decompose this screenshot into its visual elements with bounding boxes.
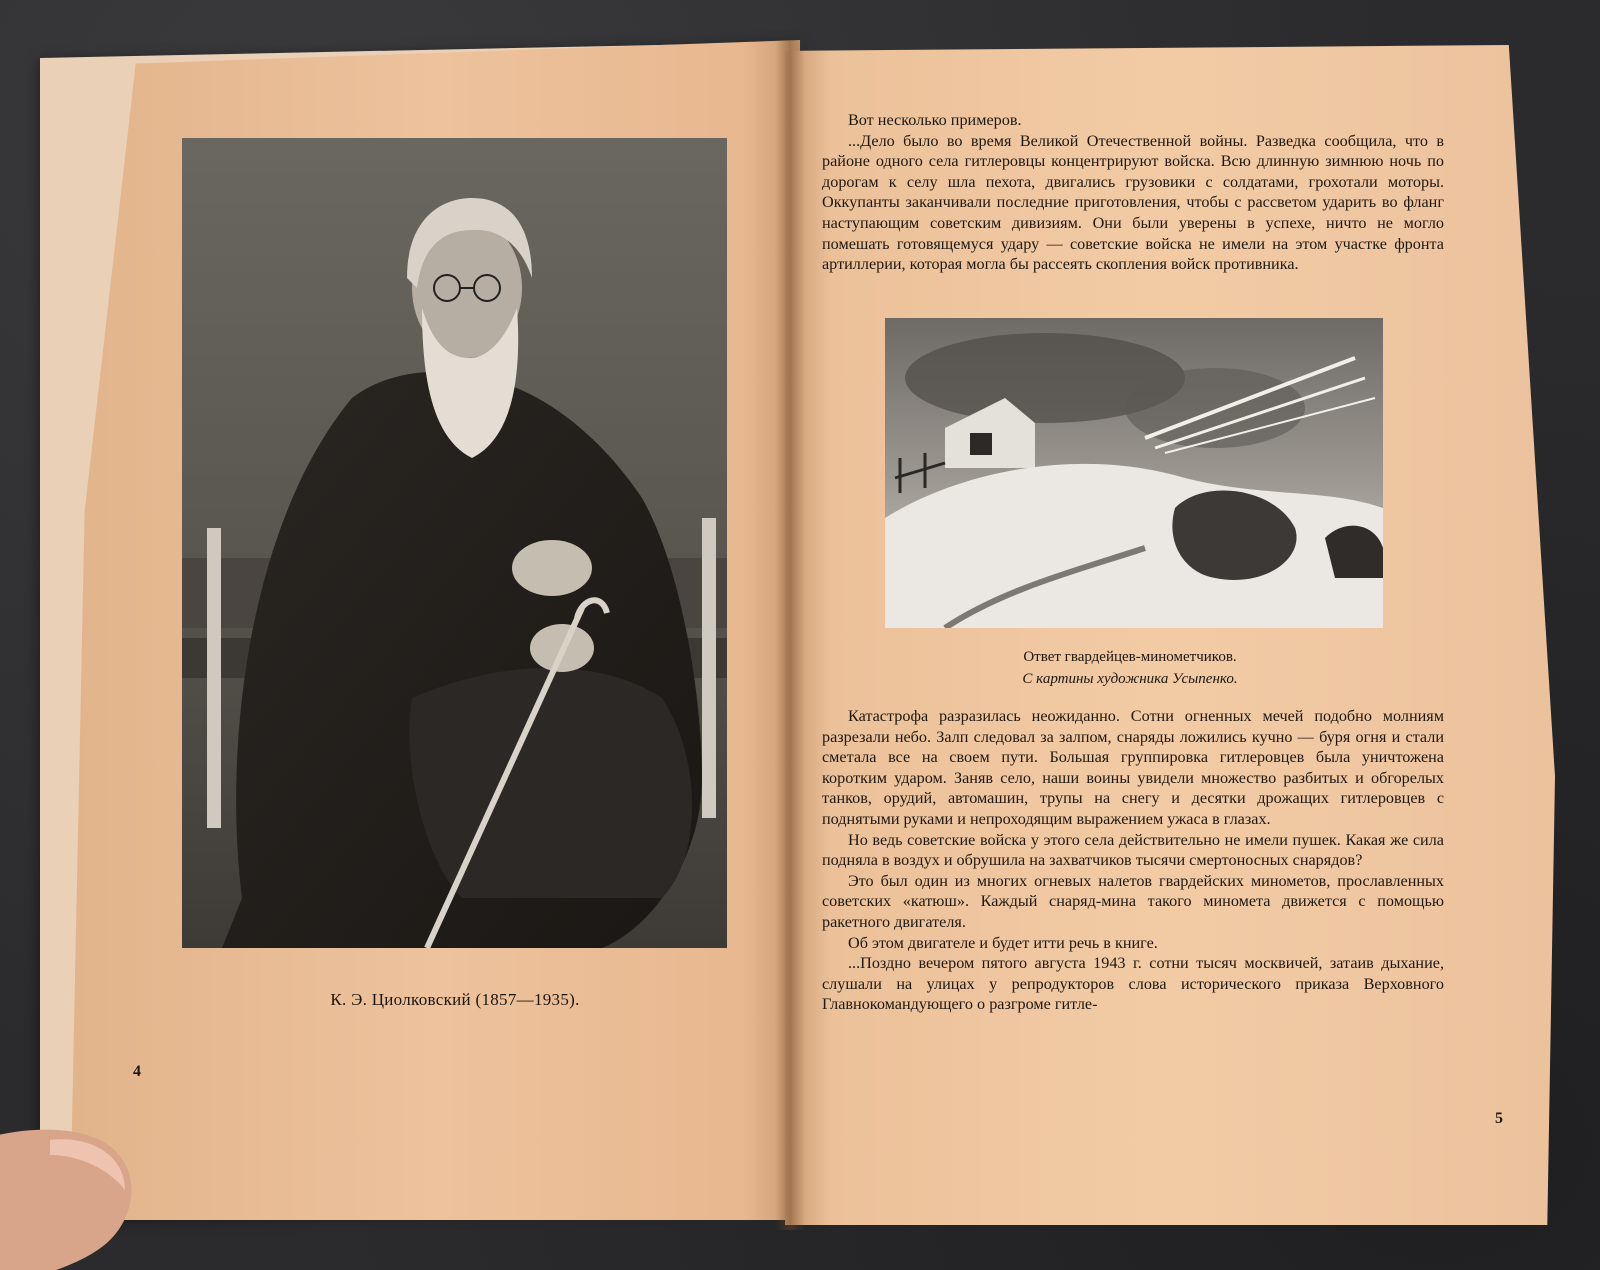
paragraph: ...Поздно вечером пятого августа 1943 г. сотни тысяч москвичей, затаив дыхание, слушали на улицах у репродукторов слова исторического приказа Верховного Главнокомандующего о разгроме гитле- bbox=[822, 954, 1444, 1014]
painting-credit: С картины художника Усыпенко. bbox=[1022, 671, 1238, 687]
holding-thumb bbox=[0, 1100, 170, 1270]
paragraph: Но ведь советские войска у этого села действительно не имели пушек. Какая же сила подняла в воздух и обрушила на захватчиков тысячи смертоносных снарядов? bbox=[822, 830, 1444, 870]
painting-image bbox=[885, 318, 1383, 628]
paragraph: Вот несколько примеров. bbox=[848, 111, 1022, 129]
portrait-caption: К. Э. Циолковский (1857—1935). bbox=[330, 990, 580, 1009]
right-page-number: 5 bbox=[1495, 1110, 1503, 1127]
right-page-top-text bbox=[822, 110, 1444, 275]
paragraph: ...Дело было во время Великой Отечественной войны. Разведка сообщила, что в районе одного села гитлеровцы концентрируют войска. Всю длинную зимнюю ночь по дорогам к селу шла пехота, двигались грузовики с солдатами, грохотали моторы. Оккупанты заканчивали последние приготовления, чтобы с рассветом ударить во фланг наступающим советским дивизиям. Они были уверены в успехе, ничто не могло помешать готовящемуся удару — советские войска не имели на этом участке фронта артиллерии, которая могла бы рассеять скопления войск противника. bbox=[822, 131, 1444, 274]
right-page-bottom-text bbox=[822, 706, 1444, 1015]
paragraph: Это был один из многих огневых налетов гвардейских минометов, прославленных советских «катюш». Каждый снаряд-мина такого миномета движется с помощью ракетного двигателя. bbox=[822, 871, 1444, 931]
paragraph: Катастрофа разразилась неожиданно. Сотни огненных мечей подобно молниям разрезали небо. Залп следовал за залпом, снаряды ложились кучно — буря огня и стали сметала все на своем пути. Большая группировка гитлеровцев была уничтожена коротким ударом. Заняв село, наши воины увидели множество разбитых и обгорелых танков, орудий, автомашин, трупы на снегу и десятки дрожащих гитлеровцев с поднятыми руками и непроходящим выражением ужаса в глазах. bbox=[822, 707, 1444, 828]
book-gutter bbox=[775, 40, 805, 1230]
portrait-image bbox=[182, 138, 727, 948]
war-painting bbox=[885, 318, 1383, 628]
left-page-number: 4 bbox=[133, 1063, 141, 1080]
tsiolkovsky-portrait bbox=[182, 138, 727, 948]
paragraph: Об этом двигателе и будет итти речь в книге. bbox=[848, 933, 1158, 952]
painting-caption-block bbox=[880, 646, 1380, 690]
painting-caption: Ответ гвардейцев-минометчиков. bbox=[1023, 649, 1237, 665]
